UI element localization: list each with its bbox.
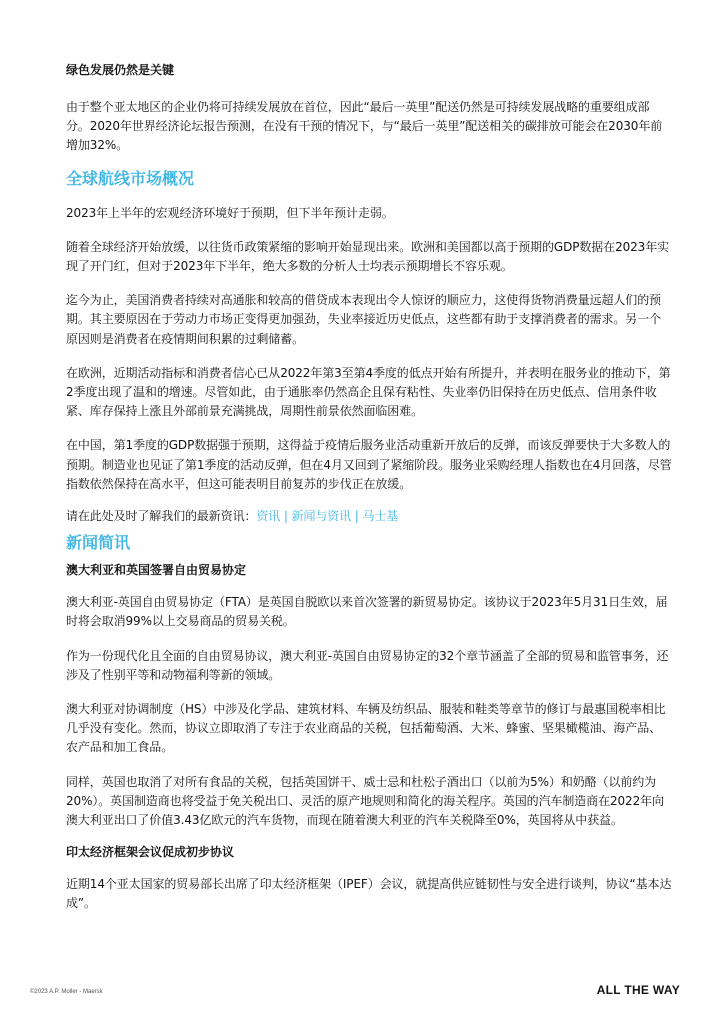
green-heading: 绿色发展仍然是关键 [66,63,175,77]
fta-paragraph-2: 作为一份现代化且全面的自由贸易协议，澳大利亚-英国自由贸易协定的32个章节涵盖了全部的贸易和监管事务，还涉及了性别平等和动物福利等新的领域。 [66,648,669,682]
news-link[interactable]: 资讯 | 新闻与资讯 | 马士基 [256,509,399,524]
market-paragraph-3: 迄今为止，美国消费者持续对高通胀和较高的借贷成本表现出令人惊讶的顺应力，这使得货物消费量远超人们的预期。其主要原因在于劳动力市场正变得更加强劲，失业率接近历史低点，这些都有助于支撑消费者的需求。另一个原因则是消费者在疫情期间积累的过剩储蓄。 [66,293,662,346]
document-body [66,58,672,914]
fta-heading: 澳大利亚和英国签署自由贸易协定 [66,563,247,578]
fta-paragraph-3: 澳大利亚对协调制度（HS）中涉及化学品、建筑材料、车辆及纺织品、服装和鞋类等章节的修订与最惠国税率相比几乎没有变化。然而，协议立即取消了专注于农业商品的关税，包括葡萄酒、大米、蜂蜜、坚果橄榄油、海产品、农产品和加工食品。 [66,702,666,755]
green-paragraph: 由于整个亚太地区的企业仍将可持续发展放在首位，因此“最后一英里”配送仍然是可持续发展战略的重要组成部分。2020年世界经济论坛报告预测，在没有干预的情况下，与“最后一英里”配送相关的碳排放可能会在2030年前增加32%。 [66,100,663,153]
ipef-paragraph-1: 近期14个亚太国家的贸易部长出席了印太经济框架（IPEF）会议，就提高供应链韧性与安全进行谈判，协议“基本达成”。 [66,877,672,911]
copyright: ©2023 A.P. Moller - Maersk [30,989,103,995]
market-heading: 全球航线市场概况 [66,168,195,188]
info-line [66,507,672,526]
fta-paragraph-4: 同样，英国也取消了对所有食品的关税，包括英国饼干、威士忌和杜松子酒出口（以前为5%）和奶酪（以前约为20%）。英国制造商也将受益于免关税出口、灵活的原产地规则和简化的海关程序。英国的汽车制造商在2022年向澳大利亚出口了价值3.43亿欧元的汽车货物，而现在随着澳大利亚的汽车关税降至0%，英国将从中获益。 [66,774,664,828]
fta-paragraph-1: 澳大利亚-英国自由贸易协定（FTA）是英国自脱欧以来首次签署的新贸易协定。该协议于2023年5月31日生效，届时将会取消99%以上交易商品的贸易关税。 [66,595,668,629]
market-paragraph-5: 在中国，第1季度的GDP数据强于预期，这得益于疫情后服务业活动重新开放后的反弹，而该反弹要快于大多数人的预期。制造业也见证了第1季度的活动反弹，但在4月又回到了紧缩阶段。服务业采购经理人指数也在4月回落，尽管指数依然保持在高水平，但这可能表明目前复苏的步伐正在放缓。 [66,438,672,491]
info-prefix: 请在此处及时了解我们的最新资讯： [66,509,257,524]
ipef-heading: 印太经济框架会议促成初步协议 [66,845,235,860]
footer-tagline: ALL THE WAY [596,983,680,997]
market-paragraph-2: 随着全球经济开始放缓，以往货币政策紧缩的影响开始显现出来。欧洲和美国都以高于预期的GDP数据在2023年实现了开门红，但对于2023年下半年，绝大多数的分析人士均表示预期增长不容乐观。 [66,239,670,274]
news-heading: 新闻简讯 [66,533,131,553]
market-paragraph-1: 2023年上半年的宏观经济环境好于预期，但下半年预计走弱。 [66,205,394,220]
market-paragraph-4: 在欧洲，近期活动指标和消费者信心已从2022年第3至第4季度的低点开始有所提升，并表明在服务业的推动下，第2季度出现了温和的增速。尽管如此，由于通胀率仍然高企且保有粘性、失业率仍旧保持在历史低点、信用条件收紧、库存保持上涨且外部前景充满挑战，周期性前景依然面临困难。 [66,365,671,419]
